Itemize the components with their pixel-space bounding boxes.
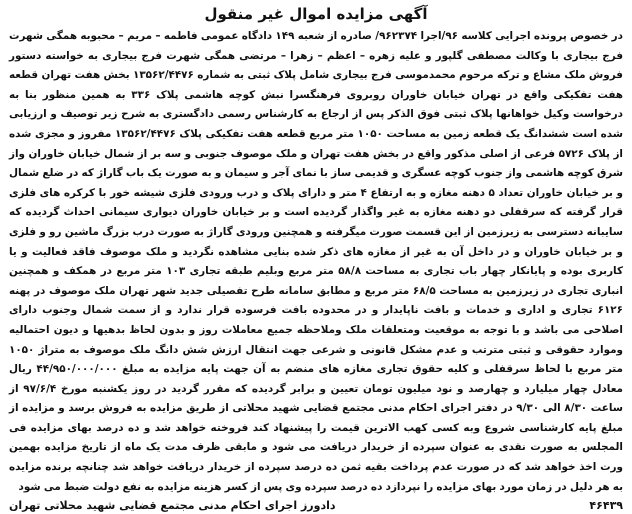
notice-code: ۴۶۴۳۹ xyxy=(589,499,623,513)
notice-body: در خصوص پرونده اجرایی کلاسه ۹۶/اجرا ۹۶۲۳۷۴/ صادره از شعبه ۱۴۹ دادگاه عمومی فاطمه – مریم – محبوبه همگی شهرت فرج بیجاری با وکالت مصطفی گلپور و علیه زهره – اعظم – زهرا – مرتضی همگی شهرت فرج بیجاری به خواسته دستور فروش ملک مشاع و ترکه مرحوم محمدموسی فرج بیجاری شامل پلاک ثبتی به شماره ۱۳۵۶۲/۴۴۷۶ بخش هفت تهران قطعه هفت تفکیکی واقع در تهران خیابان خاوران روبروی فرهنگسرا نبش کوچه هاشمی پلاک ۳۳۶ به همین منظور بنا به درخواست وکیل خواهانها پلاک ثبتی فوق الذکر پس از ارجاع به کارشناس رسمی دادگستری به شرح زیر توصیف و ارزیابی شده است ششدانگ یک قطعه زمین به مساحت ۱۰۵۰ متر مربع قطعه هفت تفکیکی پلاک ۱۳۵۶۲/۴۴۷۶ مفروز و مجزی شده از پلاک ۵۷۲۶ فرعی از اصلی مذکور واقع در بخش هفت تهران و ملک موصوف جنوبی و سه بر از شمال خیابان خاوران واز شرق کوچه هاشمی واز جنوب کوچه عسگری و قدیمی ساز با نمای آجر و سیمان و به صورت یک باب گاراژ که در ضلع شمال و بر خیابان خاوران تعداد ۵ دهنه مغازه و به ارتفاع ۴ متر و دارای پلاک و درب ورودی فلزی شیشه خور با کرکره های فلزی قرار گرفته که سرقفلی دو دهنه مغازه به غیر واگذار گردیده است و بر خیابان خاوران دیواری سیمانی احداث گردیده که سایبانه دسترسی به زیرزمین از این قسمت صورت میگرفته و همچنین ورودی گاراژ به صورت درب بزرگ ماشین رو و فلزی و بر خیابان خاوران و در داخل آن به غیر از مغازه های ذکر شده بنایی مشاهده نگردید و ملک موصوف فاقد فعالیت و یا کاربری بوده و پایانکار چهار باب تجاری به مساحت ۵۸/۸ متر مربع وبلیم طبقه تجاری ۱۰۳ متر مربع در همکف و همچنین انباری تجاری در زیرزمین به مساحت ۶۸/۵ متر مربع و مطابق سامانه طرح تفصیلی جدید شهر تهران ملک موصوف در پهنه ۶۱۲۶ تجاری و اداری و خدمات و بافت ناپایدار و در محدوده بافت فرسوده قرار ندارد و از سمت شمال وجنوب دارای اصلاحی می باشد و با توجه به موقعیت ومتعلقات ملک وملاحظه جمیع معاملات روز و بدون لحاظ بدهیها و دیون احتمالیه وموارد حقوقی و ثبتی مترتب و عدم مشکل قانونی و شرعی جهت انتقال ارزش شش دانگ ملک موصوف به متراژ ۱۰۵۰ متر مربع با لحاظ سرقفلی و کلیه حقوق تجاری مغازه های منضم به آن جهت پایه مزایده به مبلغ ۴۴/۹۵۰/۰۰۰/۰۰۰ ریال معادل چهار میلیارد و چهارصد و نود میلیون تومان تعیین و برابر گردیده که مقرر گردید در روز یکشنبه مورخ ۹۷/۶/۴ از ساعت ۸/۳۰ الی ۹/۳۰ در دفتر اجرای احکام مدنی مجتمع قضایی شهید محلاتی از طریق مزایده به فروش برسد و مزایده از مبلغ پایه کارشناسی شروع وبه کسی کهب الاترین قیمت را پیشنهاد کند فروخته خواهد شد و ده درصد بهای مزایده فی المجلس به صورت نقدی به عنوان سپرده از خریدار دریافت می شود و مابقی ظرف مدت یک ماه از تاریخ مزایده بهمین ورت اخذ خواهد شد که در صورت عدم پرداخت بقیه ثمن ده درصد سپرده از خریدار دریافت خواهد شد چنانچه برنده مزایده به هر دلیل در زمان مورد بهای مزایده را نپردازد ده درصد سپرده وی پس از کسر هزینه مزایده به نفع دولت ضبط می شود xyxy=(9,30,623,493)
notice-issuer: دادورز اجرای احکام مدنی مجتمع قضایی شهید محلاتی تهران xyxy=(9,499,336,513)
notice-footer xyxy=(9,497,623,514)
notice-title: آگهی مزایده اموال غیر منقول xyxy=(204,5,428,23)
